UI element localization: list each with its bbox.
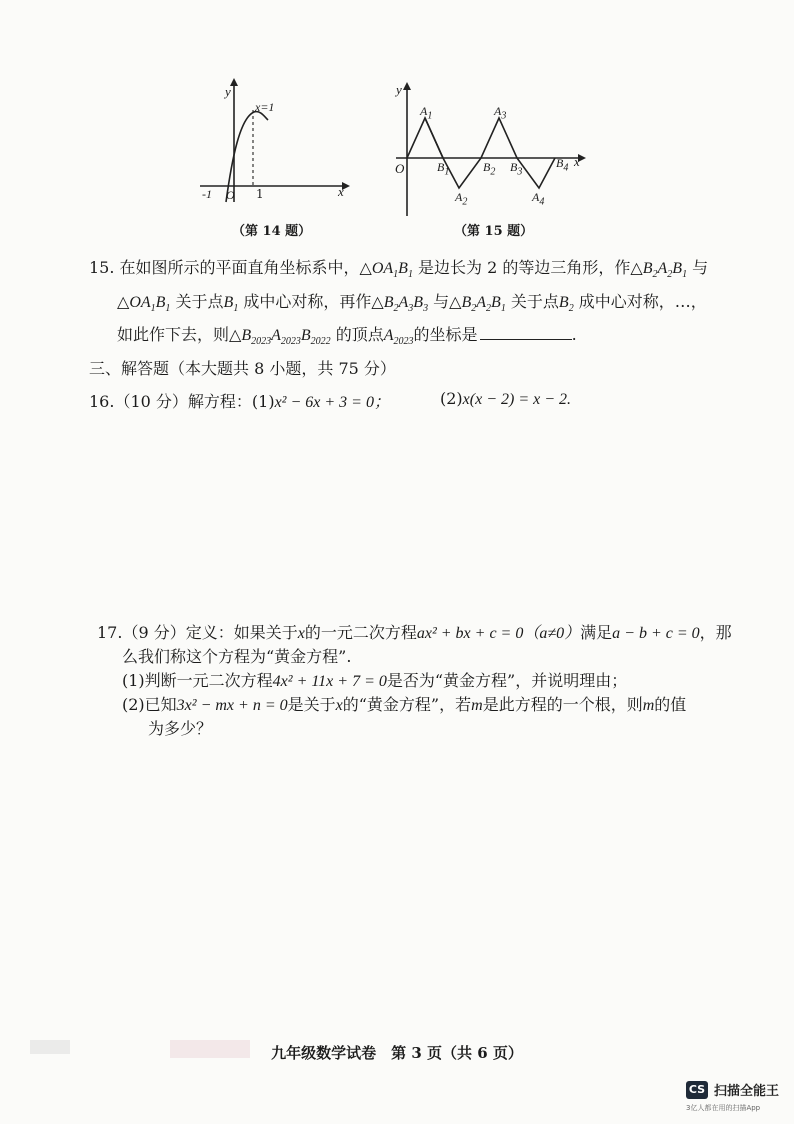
fig15-label-B4: $B_4$	[556, 156, 569, 174]
fig15-label-A2: $A_2$	[455, 190, 468, 208]
figure-15-graph	[392, 82, 592, 216]
page-footer: 九年级数学试卷 第 3 页（共 6 页）	[271, 1044, 523, 1062]
q15-line-1: 15. 在如图所示的平面直角坐标系中，$\triangle OA_1B_1$ 是边长为 2 的等边三角形，作$\triangle B_2A_2B_1$ 与	[89, 258, 709, 281]
fig14-tick-neg1: -1	[202, 187, 212, 201]
fig15-label-A3: $A_3$	[494, 104, 507, 122]
q15-line-3: 如此作下去，则$\triangle B_{2023}A_{2023}B_{2022}$ 的顶点$A_{2023}$的坐标是 .	[117, 325, 577, 348]
fig15-label-B2: $B_2$	[483, 160, 496, 178]
q15-answer-blank[interactable]	[480, 325, 572, 340]
q17-line-4: (2)已知3x² − mx + n = 0是关于x的“黄金方程”，若m是此方程的一个根，则m的值	[122, 695, 687, 714]
fig14-caption: （第 14 题）	[232, 224, 312, 239]
fig15-label-A1: $A_1$	[420, 104, 433, 122]
scanner-watermark	[686, 1080, 779, 1099]
fig15-x-label: x	[574, 154, 580, 169]
fig15-origin: O	[395, 161, 405, 176]
q17-line-1: 17.（9 分）定义：如果关于x的一元二次方程ax² + bx + c = 0（a≠0）满足a − b + c = 0，那	[97, 623, 732, 642]
fig14-y-label: y	[225, 84, 231, 99]
fig14-tick-1: 1	[256, 187, 264, 201]
section-3-title: 三、解答题（本大题共 8 小题，共 75 分）	[89, 359, 396, 378]
fig15-label-A4: $A_4$	[532, 190, 545, 208]
camscanner-logo-icon: CS	[686, 1081, 708, 1099]
watermark-name: 扫描全能王	[714, 1084, 780, 1099]
q17-line-2: 么我们称这个方程为“黄金方程”.	[122, 647, 352, 666]
q17-line-3: (1)判断一元二次方程4x² + 11x + 7 = 0是否为“黄金方程”，并说明理由；	[122, 671, 628, 690]
fig15-label-B1: $B_1$	[437, 160, 450, 178]
fig15-y-label: y	[396, 82, 402, 97]
figure-14-graph	[196, 78, 352, 208]
fig15-caption: （第 15 题）	[454, 224, 534, 239]
q16-part-2: (2)x(x − 2) = x − 2.	[440, 389, 572, 408]
watermark-tagline: 3亿人都在用的扫描App	[686, 1104, 761, 1112]
fig14-origin: O	[226, 188, 235, 202]
fig15-label-B3: $B_3$	[510, 160, 523, 178]
fig14-x-label: x	[338, 184, 344, 199]
q17-line-5: 为多少？	[148, 719, 213, 738]
q15-line-2: $\triangle OA_1B_1$ 关于点$B_1$ 成中心对称，再作$\triangle B_2A_3B_3$ 与$\triangle B_2A_2B_1$ 关于点$B_2$ 成中心对称，…，	[117, 292, 707, 315]
q16-part-1: 16.（10 分）解方程：(1)x² − 6x + 3 = 0；	[89, 392, 390, 411]
fig14-line-label: x=1	[255, 100, 275, 114]
